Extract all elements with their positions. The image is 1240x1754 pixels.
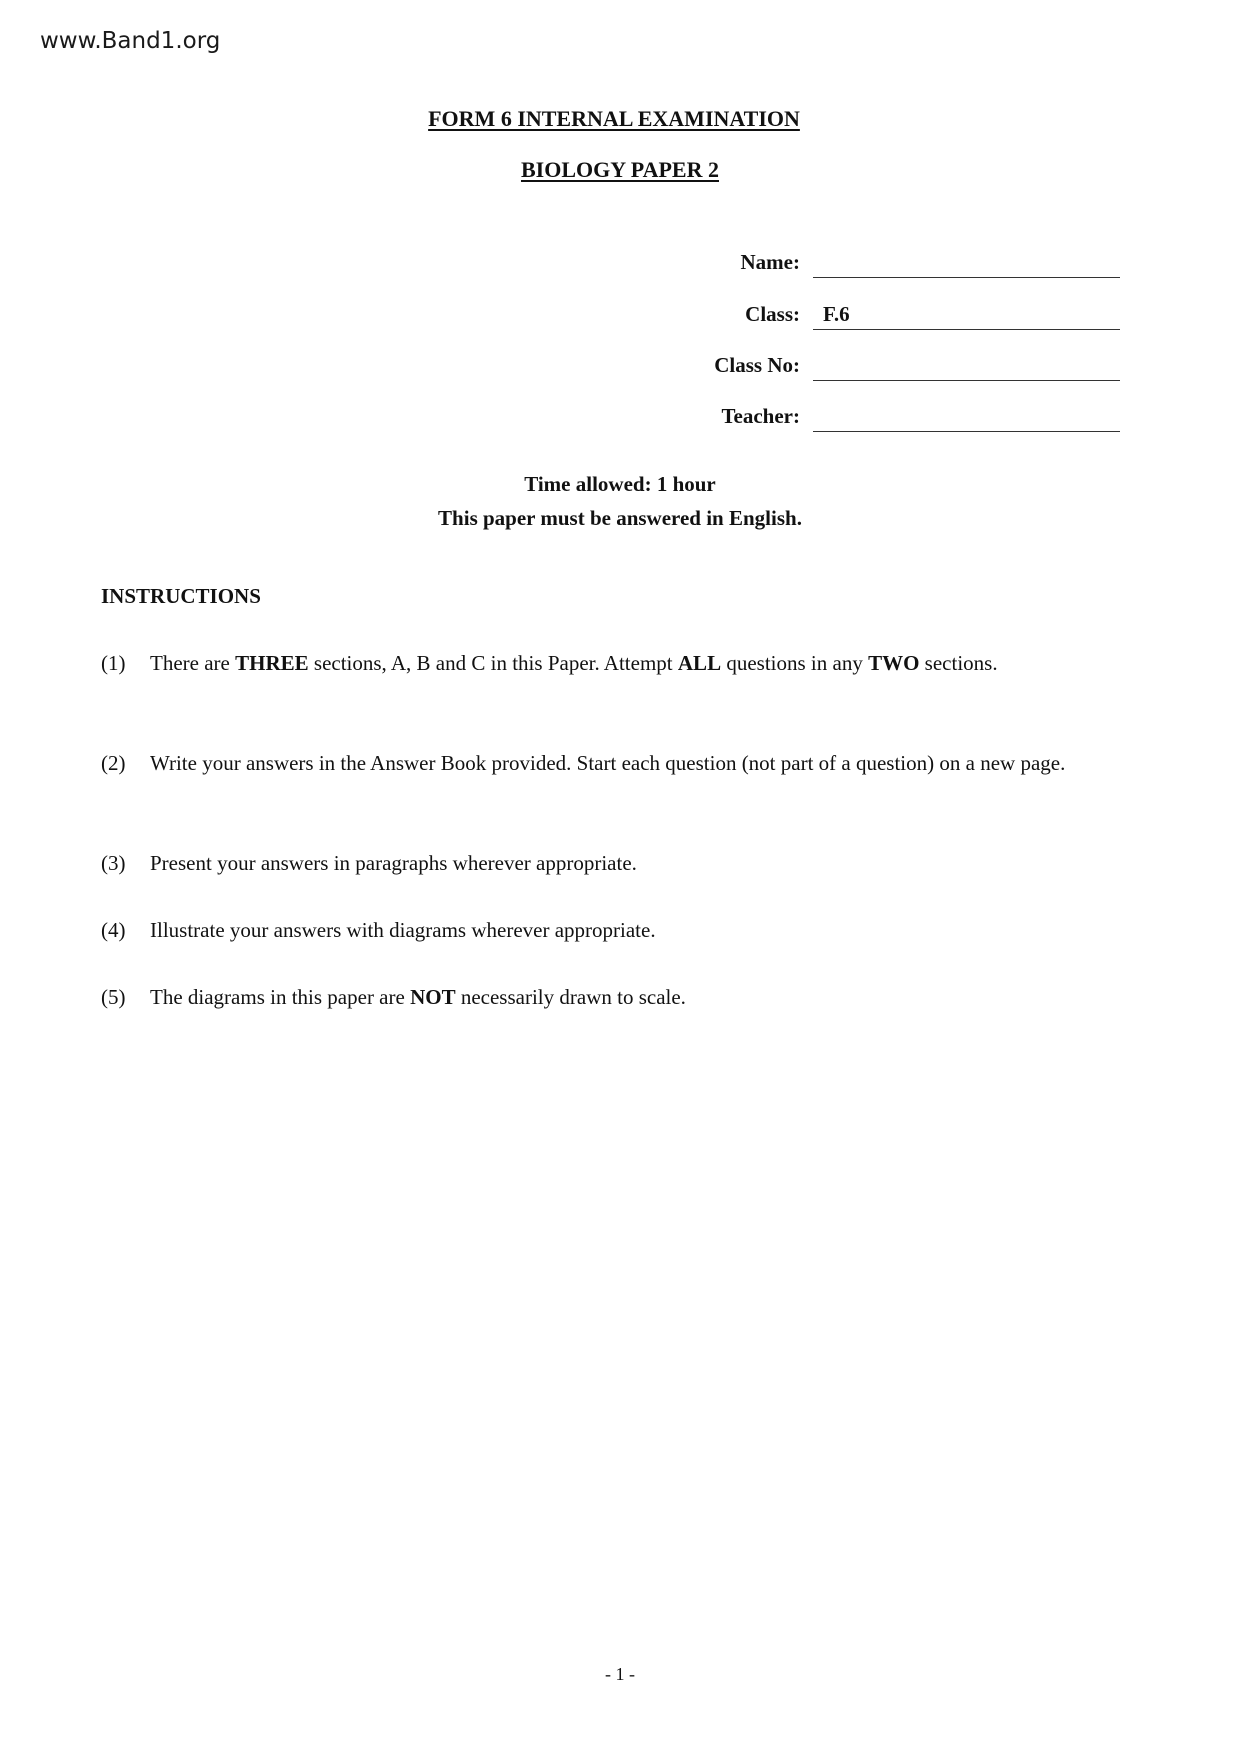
teacher-row: [600, 404, 1120, 444]
instruction-number: (2): [101, 751, 126, 775]
name-row: [600, 250, 1120, 290]
instruction-item: [101, 747, 1133, 780]
class-no-row: [600, 353, 1120, 393]
emphasis-two: TWO: [868, 651, 920, 675]
class-row: [600, 302, 1120, 342]
instruction-number: (5): [101, 985, 126, 1009]
instructions-heading: INSTRUCTIONS: [101, 584, 261, 608]
instruction-item: [101, 847, 1133, 880]
instruction-text: [150, 647, 1133, 680]
text-part: sections, A, B and C in this Paper. Attempt: [308, 651, 678, 675]
instruction-text: Illustrate your answers with diagrams wherever appropriate.: [150, 918, 656, 942]
emphasis-not: NOT: [410, 985, 456, 1009]
instruction-number: (3): [101, 851, 126, 875]
text-part: There are: [150, 651, 236, 675]
name-label: Name:: [740, 250, 800, 274]
emphasis-three: THREE: [235, 651, 309, 675]
instruction-text: [150, 981, 1133, 1014]
language-note: This paper must be answered in English.: [438, 506, 802, 530]
instruction-item: [101, 914, 1133, 947]
name-field[interactable]: [813, 250, 1120, 278]
text-part: questions in any: [721, 651, 869, 675]
class-no-field[interactable]: [813, 353, 1120, 381]
instruction-text: Present your answers in paragraphs wherever appropriate.: [150, 851, 637, 875]
instruction-item: [101, 981, 1133, 1014]
instruction-number: (4): [101, 918, 126, 942]
instruction-item: [101, 647, 1133, 680]
paper-title-text: BIOLOGY PAPER 2: [520, 157, 719, 182]
text-part: sections.: [919, 651, 998, 675]
time-allowed: Time allowed: 1 hour: [524, 472, 716, 496]
emphasis-all: ALL: [677, 651, 722, 675]
teacher-label: Teacher:: [721, 404, 800, 428]
instruction-number: (1): [101, 651, 126, 675]
class-field[interactable]: F.6: [813, 302, 1120, 330]
exam-title: [0, 106, 1240, 132]
website-watermark: www.Band1.org: [40, 28, 221, 54]
text-part: The diagrams in this paper are: [150, 985, 411, 1009]
teacher-field[interactable]: [813, 404, 1120, 432]
text-part: necessarily drawn to scale.: [455, 985, 686, 1009]
class-no-label: Class No:: [714, 353, 800, 377]
exam-title-text: FORM 6 INTERNAL EXAMINATION: [428, 106, 800, 131]
page-number: - 1 -: [605, 1664, 635, 1684]
paper-title: [0, 157, 1240, 183]
instruction-text: Write your answers in the Answer Book provided. Start each question (not part of a question) on a new page.: [150, 751, 1066, 775]
class-label: Class:: [745, 302, 800, 326]
